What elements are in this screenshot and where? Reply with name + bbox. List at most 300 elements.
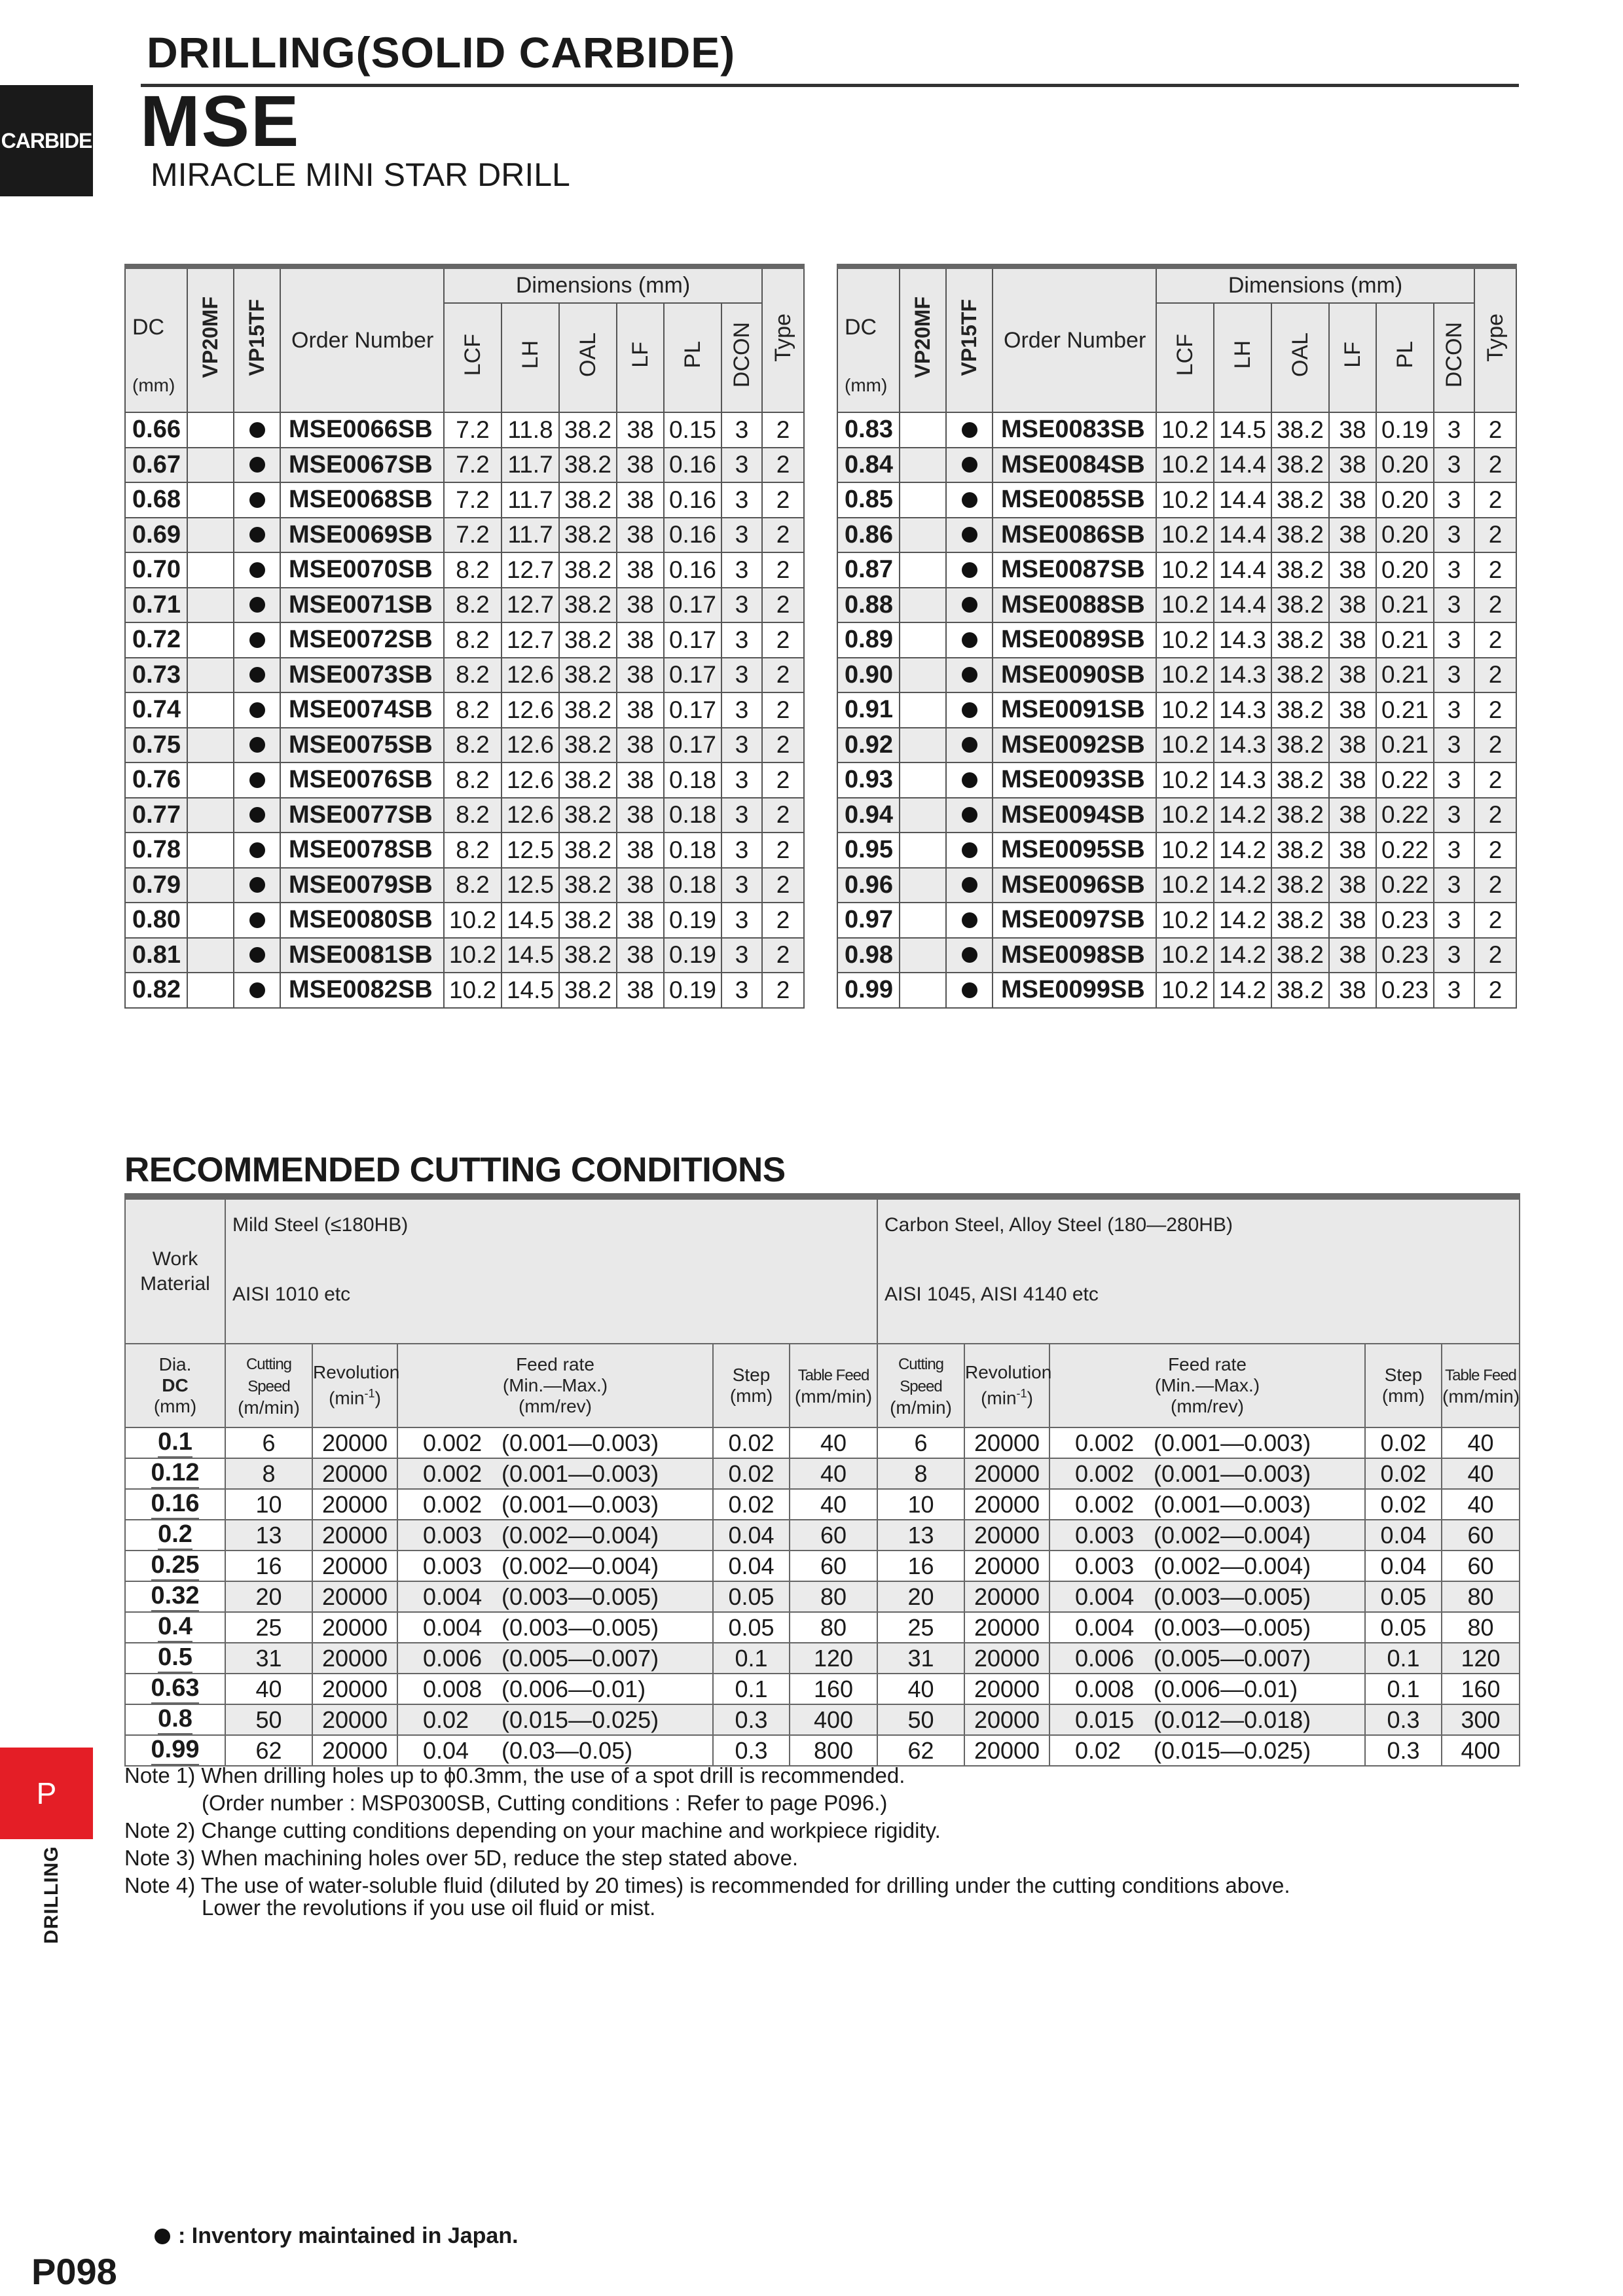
- table-row: [125, 692, 804, 728]
- feed-range: (0.006—0.01): [1154, 1675, 1298, 1702]
- lh-cell: 12.7: [501, 622, 559, 658]
- dia-cell: [125, 1674, 225, 1704]
- type-cell: 2: [762, 798, 804, 833]
- lh-cell: 12.6: [501, 728, 559, 763]
- table-feed-cell: 120: [790, 1643, 877, 1674]
- lcf-cell: 10.2: [1156, 412, 1214, 448]
- dc-cell: 0.75: [125, 728, 187, 763]
- oal-cell: 38.2: [559, 622, 617, 658]
- type-cell: 2: [1474, 868, 1516, 903]
- revolution-cell: 20000: [964, 1643, 1049, 1674]
- cutting-conditions-title: RECOMMENDED CUTTING CONDITIONS: [124, 1151, 786, 1189]
- stock-dot-icon: [962, 422, 977, 438]
- lf-cell: 38: [617, 658, 664, 693]
- vp15tf-cell: [946, 448, 993, 483]
- table-row: [125, 1643, 1520, 1674]
- feed-rate-header: Feed rate (Min.—Max.) (mm/rev): [397, 1344, 713, 1427]
- vp20mf-cell: [187, 412, 234, 448]
- lcf-cell: 7.2: [444, 448, 501, 483]
- lcf-cell: 10.2: [1156, 692, 1214, 728]
- lf-cell: 38: [1329, 833, 1376, 868]
- lh-cell: 11.7: [501, 448, 559, 483]
- type-cell: 2: [762, 692, 804, 728]
- vp20mf-cell: [187, 903, 234, 938]
- vp20mf-cell: [900, 482, 946, 518]
- dc-cell: 0.95: [837, 833, 900, 868]
- stock-dot-icon: [962, 912, 977, 928]
- lf-cell: 38: [617, 518, 664, 553]
- dcon-cell: 3: [721, 552, 762, 588]
- vp20mf-cell: [900, 728, 946, 763]
- feed-cell: [1049, 1735, 1365, 1766]
- lf-cell: 38: [617, 482, 664, 518]
- stock-dot-icon: [962, 667, 977, 683]
- stock-dot-icon: [249, 737, 265, 753]
- table-row: [125, 1612, 1520, 1643]
- type-cell: 2: [762, 658, 804, 693]
- table-feed-cell: 400: [790, 1704, 877, 1735]
- lf-cell: 38: [1329, 798, 1376, 833]
- feed-range: (0.001—0.003): [501, 1429, 659, 1456]
- dia-cell: [125, 1735, 225, 1766]
- type-cell: 2: [762, 588, 804, 623]
- speed-cell: 6: [877, 1427, 964, 1458]
- order-number-cell: MSE0075SB: [280, 728, 444, 763]
- feed-range: (0.001—0.003): [1154, 1490, 1311, 1518]
- table-row: [837, 412, 1516, 448]
- lf-cell: 38: [617, 692, 664, 728]
- lh-cell: 14.2: [1214, 938, 1271, 973]
- order-number-cell: MSE0067SB: [280, 448, 444, 483]
- page-number: P098: [31, 2251, 117, 2292]
- lcf-cell: 10.2: [1156, 728, 1214, 763]
- stock-dot-icon: [962, 807, 977, 823]
- pl-cell: 0.18: [664, 833, 721, 868]
- lf-cell: 38: [1329, 903, 1376, 938]
- section-p-tab: P: [0, 1748, 93, 1839]
- oal-cell: 38.2: [559, 938, 617, 973]
- revolution-cell: 20000: [312, 1735, 397, 1766]
- dia-cell: [125, 1458, 225, 1489]
- dia-cell: [125, 1612, 225, 1643]
- dia-cell: [125, 1551, 225, 1581]
- vp15tf-cell: [234, 903, 280, 938]
- revolution-cell: 20000: [312, 1581, 397, 1612]
- dcon-cell: 3: [721, 938, 762, 973]
- notes-block: [124, 1762, 1290, 1922]
- pl-cell: 0.21: [1376, 622, 1434, 658]
- stock-dot-icon: [249, 562, 265, 578]
- stock-dot-icon: [962, 772, 977, 788]
- dia-cell: [125, 1704, 225, 1735]
- table-row: [837, 973, 1516, 1008]
- table-row: [125, 833, 804, 868]
- feed-range: (0.003—0.005): [501, 1613, 659, 1641]
- oal-cell: 38.2: [559, 692, 617, 728]
- table-row: [837, 938, 1516, 973]
- dia-value: 0.99: [151, 1736, 200, 1765]
- vp15tf-cell: [946, 588, 993, 623]
- table-feed-cell: 40: [1442, 1427, 1520, 1458]
- grade-vp15tf-header: VP15TF: [946, 266, 993, 412]
- feed-value: 0.002: [423, 1490, 483, 1518]
- type-cell: 2: [1474, 518, 1516, 553]
- vp15tf-cell: [234, 868, 280, 903]
- stock-legend: [155, 2223, 519, 2249]
- feed-value: 0.015: [1075, 1706, 1135, 1733]
- pl-cell: 0.19: [664, 938, 721, 973]
- lf-cell: 38: [617, 412, 664, 448]
- lf-cell: 38: [1329, 412, 1376, 448]
- speed-cell: 8: [877, 1458, 964, 1489]
- dc-cell: 0.93: [837, 762, 900, 798]
- dcon-cell: 3: [1434, 868, 1474, 903]
- lh-cell: 14.4: [1214, 482, 1271, 518]
- lf-cell: 38: [617, 903, 664, 938]
- step-cell: 0.1: [1365, 1674, 1442, 1704]
- feed-cell: [397, 1735, 713, 1766]
- stock-dot-icon: [249, 912, 265, 928]
- lcf-cell: 10.2: [1156, 973, 1214, 1008]
- step-cell: 0.04: [1365, 1520, 1442, 1551]
- table-feed-header: Table Feed (mm/min): [790, 1344, 877, 1427]
- table-row: [125, 728, 804, 763]
- step-cell: 0.02: [713, 1458, 790, 1489]
- pl-cell: 0.18: [664, 868, 721, 903]
- stock-dot-icon: [249, 632, 265, 648]
- lh-header: LH: [501, 303, 559, 412]
- dcon-cell: 3: [721, 728, 762, 763]
- note-4: Note 4) The use of water-soluble fluid (diluted by 20 times) is recommended for drilling under the cutting conditions above.: [124, 1873, 1290, 1897]
- pl-cell: 0.19: [664, 973, 721, 1008]
- vp20mf-cell: [187, 588, 234, 623]
- dcon-cell: 3: [1434, 448, 1474, 483]
- revolution-header: Revolution $(\min^{-1})$: [964, 1344, 1049, 1427]
- table-feed-cell: 160: [1442, 1674, 1520, 1704]
- dc-cell: 0.73: [125, 658, 187, 693]
- order-number-cell: MSE0077SB: [280, 798, 444, 833]
- pl-cell: 0.19: [1376, 412, 1434, 448]
- vp15tf-cell: [234, 658, 280, 693]
- dia-value: 0.2: [158, 1520, 192, 1550]
- table-row: [125, 518, 804, 553]
- table-feed-cell: 800: [790, 1735, 877, 1766]
- feed-range: (0.001—0.003): [501, 1490, 659, 1518]
- dc-cell: 0.79: [125, 868, 187, 903]
- oal-cell: 38.2: [1271, 868, 1329, 903]
- pl-cell: 0.22: [1376, 798, 1434, 833]
- table-row: [125, 762, 804, 798]
- note-1: Note 1) When drilling holes up to ϕ0.3mm, the use of a spot drill is recommended.: [124, 1763, 905, 1787]
- dc-cell: 0.80: [125, 903, 187, 938]
- stock-dot-icon: [249, 947, 265, 963]
- feed-value: 0.003: [423, 1521, 483, 1549]
- series-code: MSE: [140, 81, 301, 162]
- dimensions-header: Dimensions (mm): [444, 266, 762, 303]
- feed-range: (0.015—0.025): [1154, 1736, 1311, 1764]
- lh-cell: 14.3: [1214, 728, 1271, 763]
- dcon-cell: 3: [1434, 518, 1474, 553]
- revolution-cell: 20000: [312, 1489, 397, 1520]
- vp20mf-cell: [900, 938, 946, 973]
- dcon-cell: 3: [721, 833, 762, 868]
- dc-cell: 0.76: [125, 762, 187, 798]
- stock-dot-icon: [962, 527, 977, 543]
- lf-cell: 38: [1329, 868, 1376, 903]
- lf-header: LF: [617, 303, 664, 412]
- table-feed-cell: 60: [790, 1520, 877, 1551]
- pl-cell: 0.21: [1376, 658, 1434, 693]
- pl-cell: 0.23: [1376, 938, 1434, 973]
- vp15tf-cell: [946, 658, 993, 693]
- table-row: [837, 658, 1516, 693]
- note-1-detail: (Order number : MSP0300SB, Cutting conditions : Refer to page P096.): [202, 1791, 888, 1815]
- pl-cell: 0.18: [664, 798, 721, 833]
- dc-cell: 0.97: [837, 903, 900, 938]
- vp20mf-cell: [187, 692, 234, 728]
- vp20mf-cell: [187, 658, 234, 693]
- speed-cell: 13: [225, 1520, 312, 1551]
- type-cell: 2: [1474, 622, 1516, 658]
- dia-value: 0.8: [158, 1705, 192, 1734]
- oal-cell: 38.2: [1271, 622, 1329, 658]
- dcon-cell: 3: [721, 658, 762, 693]
- lf-cell: 38: [1329, 762, 1376, 798]
- feed-cell: [1049, 1581, 1365, 1612]
- stock-dot-icon: [962, 457, 977, 473]
- stock-dot-icon: [249, 527, 265, 543]
- order-number-cell: MSE0094SB: [993, 798, 1156, 833]
- vp15tf-cell: [234, 762, 280, 798]
- lh-cell: 14.2: [1214, 833, 1271, 868]
- table-feed-cell: 40: [790, 1458, 877, 1489]
- lh-cell: 12.6: [501, 762, 559, 798]
- lh-cell: 14.3: [1214, 622, 1271, 658]
- cutting-speed-header: Cutting Speed (m/min): [225, 1344, 312, 1427]
- speed-cell: 16: [225, 1551, 312, 1581]
- oal-cell: 38.2: [559, 728, 617, 763]
- oal-cell: 38.2: [1271, 588, 1329, 623]
- lf-cell: 38: [617, 762, 664, 798]
- order-number-cell: MSE0086SB: [993, 518, 1156, 553]
- vp20mf-cell: [187, 622, 234, 658]
- feed-cell: [1049, 1643, 1365, 1674]
- speed-cell: 40: [225, 1674, 312, 1704]
- table-row: [837, 518, 1516, 553]
- type-cell: 2: [1474, 903, 1516, 938]
- dcon-cell: 3: [721, 692, 762, 728]
- feed-value: 0.04: [423, 1736, 469, 1764]
- table-row: [125, 1520, 1520, 1551]
- order-number-cell: MSE0096SB: [993, 868, 1156, 903]
- pl-header: PL: [1376, 303, 1434, 412]
- vp20mf-cell: [187, 728, 234, 763]
- pl-cell: 0.17: [664, 588, 721, 623]
- vp15tf-cell: [946, 412, 993, 448]
- pl-cell: 0.17: [664, 622, 721, 658]
- lf-cell: 38: [1329, 588, 1376, 623]
- table-row: [125, 1551, 1520, 1581]
- order-number-cell: MSE0097SB: [993, 903, 1156, 938]
- oal-cell: 38.2: [559, 973, 617, 1008]
- lcf-cell: 10.2: [1156, 798, 1214, 833]
- feed-value: 0.002: [1075, 1429, 1135, 1456]
- table-row: [125, 552, 804, 588]
- oal-cell: 38.2: [1271, 692, 1329, 728]
- feed-cell: [397, 1612, 713, 1643]
- vp15tf-cell: [946, 518, 993, 553]
- table-row: [125, 1489, 1520, 1520]
- dcon-cell: 3: [1434, 622, 1474, 658]
- note-2: Note 2) Change cutting conditions depending on your machine and workpiece rigidity.: [124, 1818, 941, 1842]
- type-cell: 2: [1474, 798, 1516, 833]
- pl-cell: 0.20: [1376, 482, 1434, 518]
- order-number-cell: MSE0092SB: [993, 728, 1156, 763]
- vp20mf-cell: [900, 622, 946, 658]
- pl-cell: 0.17: [664, 658, 721, 693]
- order-number-cell: MSE0070SB: [280, 552, 444, 588]
- dia-value: 0.32: [151, 1582, 200, 1611]
- feed-value: 0.008: [1075, 1675, 1135, 1702]
- lf-cell: 38: [1329, 938, 1376, 973]
- revolution-cell: 20000: [312, 1427, 397, 1458]
- table-row: [125, 1674, 1520, 1704]
- feed-cell: [397, 1458, 713, 1489]
- dc-cell: 0.78: [125, 833, 187, 868]
- feed-cell: [397, 1674, 713, 1704]
- pl-cell: 0.20: [1376, 448, 1434, 483]
- table-feed-cell: 80: [790, 1581, 877, 1612]
- dc-cell: 0.77: [125, 798, 187, 833]
- dia-value: 0.1: [158, 1428, 192, 1458]
- pl-cell: 0.17: [664, 728, 721, 763]
- pl-cell: 0.21: [1376, 728, 1434, 763]
- step-cell: 0.05: [1365, 1612, 1442, 1643]
- dia-cell: [125, 1427, 225, 1458]
- oal-cell: 38.2: [559, 868, 617, 903]
- step-cell: 0.04: [713, 1551, 790, 1581]
- dcon-cell: 3: [721, 798, 762, 833]
- table-row: [837, 868, 1516, 903]
- feed-range: (0.002—0.004): [501, 1552, 659, 1579]
- feed-cell: [1049, 1458, 1365, 1489]
- revolution-cell: 20000: [964, 1704, 1049, 1735]
- dia-value: 0.16: [151, 1490, 200, 1519]
- vp20mf-cell: [900, 588, 946, 623]
- vp20mf-cell: [187, 973, 234, 1008]
- step-cell: 0.3: [713, 1704, 790, 1735]
- vp20mf-cell: [900, 552, 946, 588]
- lh-cell: 14.4: [1214, 588, 1271, 623]
- lh-cell: 12.7: [501, 552, 559, 588]
- pl-cell: 0.18: [664, 762, 721, 798]
- step-cell: 0.02: [713, 1489, 790, 1520]
- dia-header: Dia. DC (mm): [125, 1344, 225, 1427]
- pl-cell: 0.19: [664, 903, 721, 938]
- lcf-cell: 10.2: [1156, 622, 1214, 658]
- table-feed-cell: 400: [1442, 1735, 1520, 1766]
- lcf-header: LCF: [444, 303, 501, 412]
- oal-cell: 38.2: [1271, 762, 1329, 798]
- dc-cell: 0.86: [837, 518, 900, 553]
- oal-cell: 38.2: [1271, 728, 1329, 763]
- speed-cell: 62: [225, 1735, 312, 1766]
- lf-header: LF: [1329, 303, 1376, 412]
- vp15tf-cell: [234, 588, 280, 623]
- oal-cell: 38.2: [1271, 482, 1329, 518]
- vp20mf-cell: [900, 658, 946, 693]
- dcon-cell: 3: [1434, 692, 1474, 728]
- pl-cell: 0.20: [1376, 518, 1434, 553]
- feed-value: 0.004: [423, 1613, 483, 1641]
- feed-cell: [397, 1551, 713, 1581]
- dc-cell: 0.81: [125, 938, 187, 973]
- dcon-cell: 3: [721, 412, 762, 448]
- speed-cell: 20: [225, 1581, 312, 1612]
- order-number-cell: MSE0090SB: [993, 658, 1156, 693]
- vp15tf-cell: [946, 833, 993, 868]
- type-header: Type: [1474, 266, 1516, 412]
- step-cell: 0.3: [1365, 1704, 1442, 1735]
- dc-cell: 0.74: [125, 692, 187, 728]
- dc-cell: 0.83: [837, 412, 900, 448]
- revolution-cell: 20000: [312, 1520, 397, 1551]
- table-row: [837, 482, 1516, 518]
- vp20mf-cell: [900, 518, 946, 553]
- dc-cell: 0.98: [837, 938, 900, 973]
- vp15tf-cell: [234, 728, 280, 763]
- lh-cell: 14.2: [1214, 868, 1271, 903]
- table-feed-cell: 40: [1442, 1458, 1520, 1489]
- revolution-cell: 20000: [964, 1612, 1049, 1643]
- vp15tf-cell: [234, 798, 280, 833]
- lcf-cell: 8.2: [444, 833, 501, 868]
- feed-value: 0.006: [1075, 1644, 1135, 1672]
- speed-cell: 13: [877, 1520, 964, 1551]
- dcon-header: DCON: [1434, 303, 1474, 412]
- lh-cell: 14.2: [1214, 973, 1271, 1008]
- oal-cell: 38.2: [559, 903, 617, 938]
- stock-dot-icon: [962, 597, 977, 613]
- dcon-cell: 3: [721, 868, 762, 903]
- type-cell: 2: [762, 552, 804, 588]
- stock-dot-icon: [249, 422, 265, 438]
- vp15tf-cell: [946, 552, 993, 588]
- product-table-right: [837, 264, 1517, 1009]
- table-row: [125, 798, 804, 833]
- step-cell: 0.05: [1365, 1581, 1442, 1612]
- revolution-cell: 20000: [964, 1520, 1049, 1551]
- lcf-cell: 7.2: [444, 518, 501, 553]
- stock-dot-icon: [249, 842, 265, 858]
- feed-range: (0.03—0.05): [501, 1736, 633, 1764]
- feed-rate-header: Feed rate (Min.—Max.) (mm/rev): [1049, 1344, 1365, 1427]
- table-row: [125, 1427, 1520, 1458]
- vp20mf-cell: [900, 833, 946, 868]
- feed-cell: [1049, 1704, 1365, 1735]
- lf-cell: 38: [617, 588, 664, 623]
- order-number-cell: MSE0072SB: [280, 622, 444, 658]
- step-cell: 0.05: [713, 1612, 790, 1643]
- type-cell: 2: [762, 833, 804, 868]
- dcon-cell: 3: [721, 518, 762, 553]
- table-feed-cell: 60: [790, 1551, 877, 1581]
- dcon-cell: 3: [1434, 833, 1474, 868]
- order-number-cell: MSE0085SB: [993, 482, 1156, 518]
- dcon-cell: 3: [1434, 482, 1474, 518]
- oal-cell: 38.2: [1271, 798, 1329, 833]
- order-number-cell: MSE0098SB: [993, 938, 1156, 973]
